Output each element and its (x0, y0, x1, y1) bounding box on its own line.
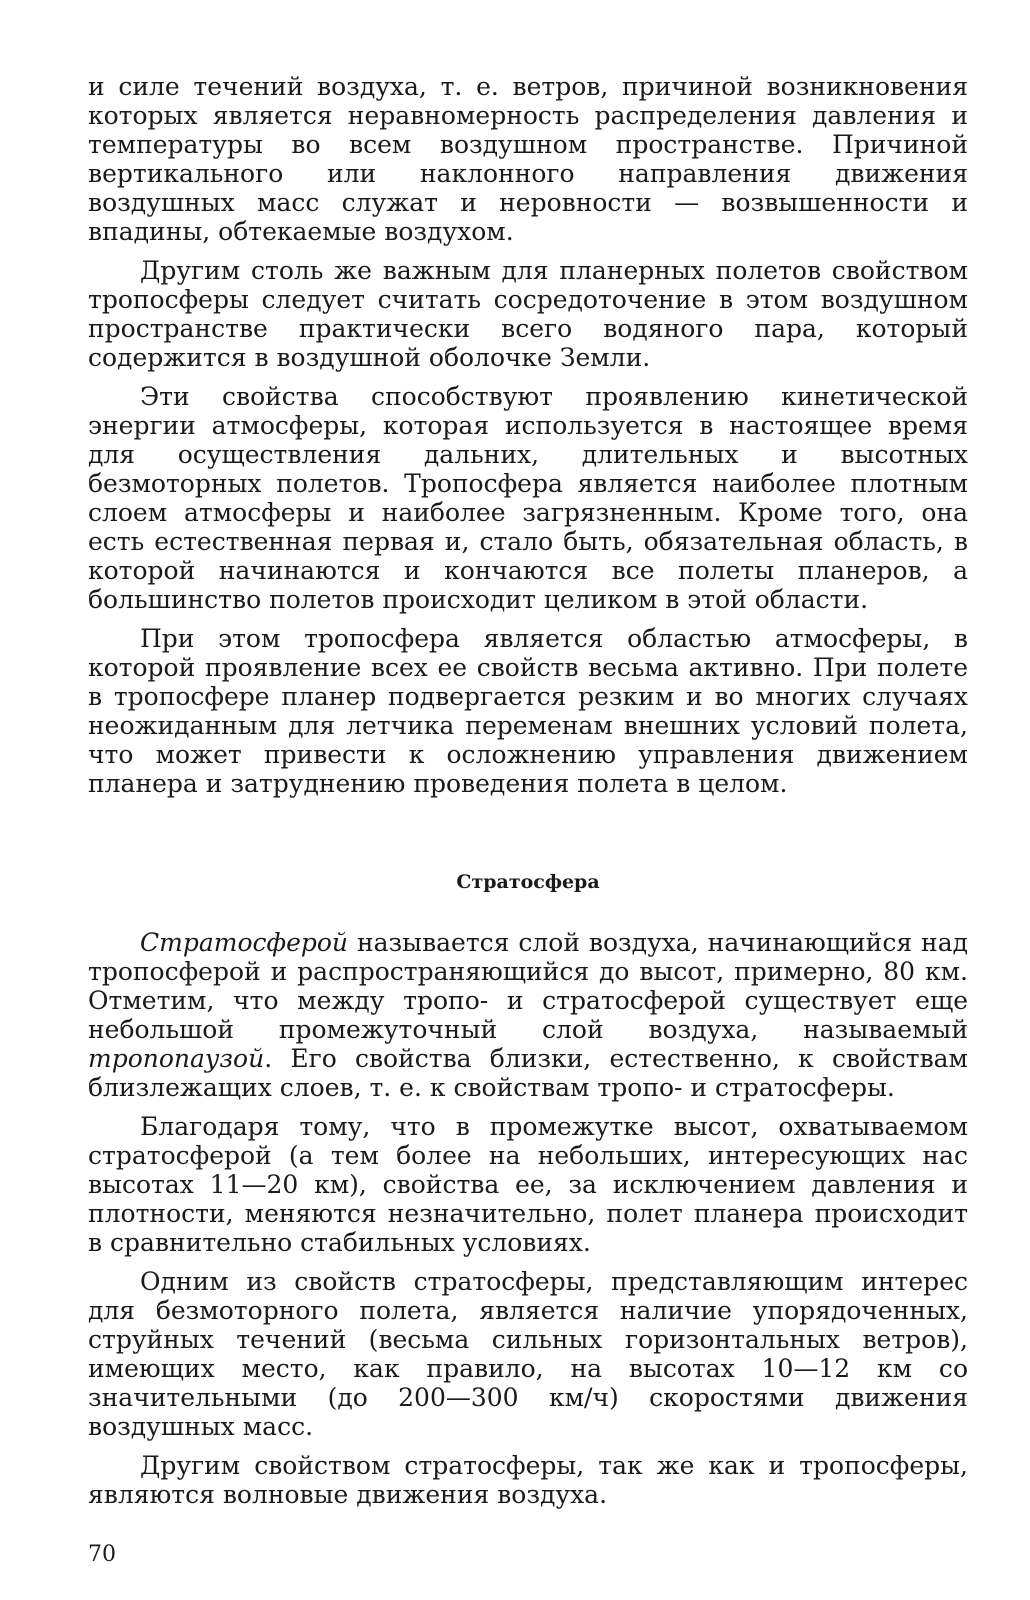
paragraph-stratosphere-definition (88, 928, 968, 1102)
term-stratosphere: Стратосферой (140, 928, 349, 957)
page-text (88, 72, 968, 1519)
paragraph-troposphere-activity: При этом тропосфера является областью атмосферы, в которой проявление всех ее свойств весьма активно. При полете в тропосфере планер подвергается резким и во многих случаях неожиданным для летчика переменам внешних условий полета, что может привести к осложнению управления движением планера и затруднению проведения полета в целом. (88, 624, 968, 798)
paragraph-continued: и силе течений воздуха, т. е. ветров, причиной возникновения которых является неравномерность распределения давления и температуры во всем воздушном пространстве. Причиной вертикального или наклонного направления движения воздушных масс служат и неровности — возвышенности и впадины, обтекаемые воздухом. (88, 72, 968, 246)
paragraph-jet-streams: Одним из свойств стратосферы, представляющим интерес для безмоторного полета, является наличие упорядоченных, струйных течений (весьма сильных горизонтальных ветров), имеющих место, как правило, на высотах 10—12 км со значительными (до 200—300 км/ч) скоростями движения воздушных масс. (88, 1267, 968, 1441)
paragraph-wave-motion: Другим свойством стратосферы, так же как и тропосферы, являются волновые движения воздуха. (88, 1451, 968, 1509)
section-heading: Стратосфера (456, 871, 600, 893)
term-tropopause: тропопаузой (88, 1044, 265, 1073)
paragraph-water-vapor: Другим столь же важным для планерных полетов свойством тропосферы следует считать сосредоточение в этом воздушном пространстве практически всего водяного пара, который содержится в воздушной оболочке Земли. (88, 256, 968, 372)
definition-text-2: . Его свойства близки, естественно, к свойствам близлежащих слоев, т. е. к свойствам тропо- и стратосферы. (88, 1044, 968, 1102)
paragraph-stable-conditions: Благодаря тому, что в промежутке высот, охватываемом стратосферой (а тем более на небольших, интересующих нас высотах 11—20 км), свойства ее, за исключением давления и плотности, меняются незначительно, полет планера происходит в сравнительно стабильных условиях. (88, 1112, 968, 1257)
paragraph-kinetic-energy: Эти свойства способствуют проявлению кинетической энергии атмосферы, которая используется в настоящее время для осуществления дальних, длительных и высотных безмоторных полетов. Тропосфера является наиболее плотным слоем атмосферы и наиболее загрязненным. Кроме того, она есть естественная первая и, стало быть, обязательная область, в которой начинаются и кончаются все полеты планеров, а большинство полетов происходит целиком в этой области. (88, 382, 968, 614)
definition-text-1: называется слой воздуха, начинающийся над тропосферой и распространяющийся до высот, примерно, 80 км. Отметим, что между тропо- и стратосферой существует еще небольшой промежуточный слой воздуха, называемый (88, 928, 968, 1044)
page-number: 70 (88, 1542, 116, 1567)
